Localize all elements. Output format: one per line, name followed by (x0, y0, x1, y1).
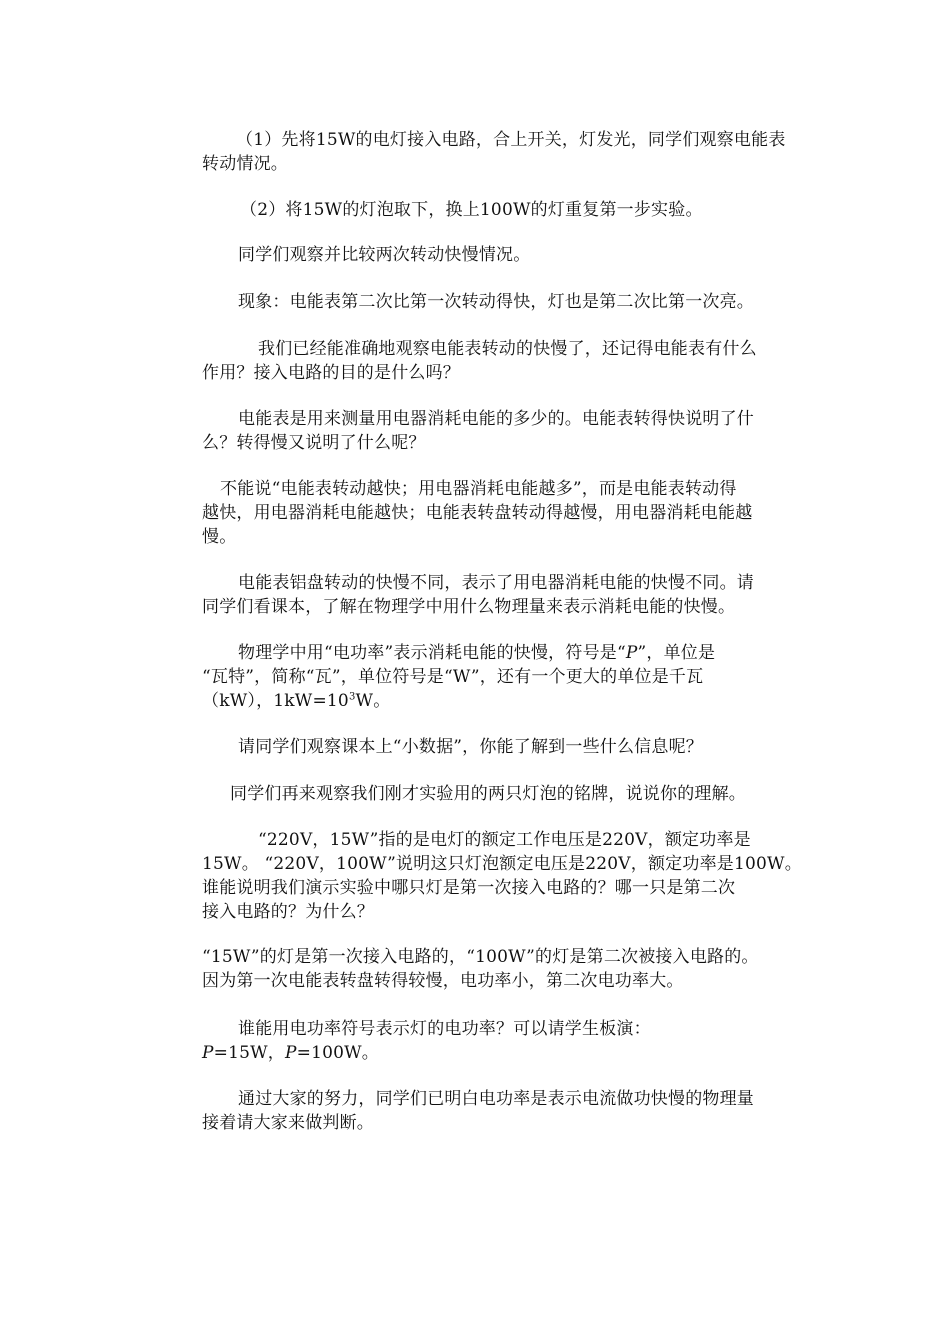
text-segment: （kW），1kW=10 (202, 691, 349, 711)
text-segment: W。 (355, 691, 391, 711)
paragraph-answer (202, 945, 814, 993)
text-line: 慢。 (202, 527, 237, 547)
text-line: （1）先将15W的电灯接入电路，合上开关，灯发光，同学们观察电能表 (236, 130, 786, 150)
text-line (202, 641, 814, 665)
text-line: 电能表是用来测量用电器消耗电能的多少的。电能表转得快说明了什 (238, 409, 754, 429)
text-line: 谁能用电功率符号表示灯的电功率？可以请学生板演： (238, 1019, 651, 1039)
text-line: 接入电路的？为什么？ (202, 902, 374, 922)
text-line: 同学们观察并比较两次转动快慢情况。 (238, 245, 531, 265)
power-symbol: P (285, 1043, 297, 1063)
paragraph-observe (202, 243, 814, 267)
text-line: “220V，15W”指的是电灯的额定工作电压是220V，额定功率是 (258, 830, 751, 850)
text-line: 接着请大家来做判断。 (202, 1113, 374, 1133)
text-line: 转动情况。 (202, 154, 288, 174)
paragraph-disk-speed (202, 571, 814, 619)
paragraph-symbol-demo (202, 1017, 814, 1065)
text-line: 同学们再来观察我们刚才实验用的两只灯泡的铭牌，说说你的理解。 (230, 784, 746, 804)
text-line (202, 689, 814, 713)
paragraph-small-data (202, 735, 814, 759)
paragraph-power-definition (202, 641, 814, 713)
text-line: 请同学们观察课本上“小数据”，你能了解到一些什么信息呢？ (238, 737, 703, 757)
text-line: 同学们看课本，了解在物理学中用什么物理量来表示消耗电能的快慢。 (202, 597, 736, 617)
text-line: “15W”的灯是第一次接入电路的，“100W”的灯是第二次被接入电路的。 (202, 947, 759, 967)
text-line: 现象：电能表第二次比第一次转动得快，灯也是第二次比第一次亮。 (238, 292, 754, 312)
text-line: 因为第一次电能表转盘转得较慢，电功率小，第二次电功率大。 (202, 971, 684, 991)
text-segment: ”，单位是 (637, 643, 716, 663)
text-line: 15W。 “220V，100W”说明这只灯泡额定电压是220V，额定功率是100W。 (202, 854, 802, 874)
paragraph-rating-explained (202, 828, 814, 924)
power-symbol: P (625, 643, 638, 663)
text-line: 谁能说明我们演示实验中哪只灯是第一次接入电路的？哪一只是第二次 (202, 878, 736, 898)
text-line: （2）将15W的灯泡取下，换上100W的灯重复第一步实验。 (240, 200, 703, 220)
text-segment: =100W。 (296, 1043, 380, 1063)
text-line: 通过大家的努力，同学们已明白电功率是表示电流做功快慢的物理量 (238, 1089, 754, 1109)
text-line: 么？转得慢又说明了什么呢？ (202, 433, 426, 453)
text-line: 作用？接入电路的目的是什么吗？ (202, 363, 460, 383)
paragraph-clarification (202, 477, 814, 549)
paragraph-phenomenon (202, 290, 814, 314)
text-line (202, 1041, 814, 1065)
exponent: 3 (348, 691, 356, 703)
text-line: 越快，用电器消耗电能越快；电能表转盘转动得越慢，用电器消耗电能越 (202, 503, 753, 523)
paragraph-step-1 (202, 128, 814, 176)
text-segment: 物理学中用“电功率”表示消耗电能的快慢，符号是“ (238, 643, 626, 663)
text-line: 我们已经能准确地观察电能表转动的快慢了，还记得电能表有什么 (258, 339, 757, 359)
paragraph-question-meter (202, 337, 814, 385)
text-line: “瓦特”，简称“瓦”，单位符号是“W”，还有一个更大的单位是千瓦 (202, 667, 704, 687)
paragraph-step-2 (202, 198, 814, 222)
paragraph-nameplate (202, 782, 814, 806)
paragraph-meter-purpose (202, 407, 814, 455)
power-symbol: P (202, 1043, 214, 1063)
text-line: 电能表铝盘转动的快慢不同，表示了用电器消耗电能的快慢不同。请 (238, 573, 754, 593)
paragraph-conclusion (202, 1087, 814, 1135)
text-segment: =15W， (213, 1043, 285, 1063)
text-line: 不能说“电能表转动越快；用电器消耗电能越多”，而是电能表转动得 (220, 479, 737, 499)
